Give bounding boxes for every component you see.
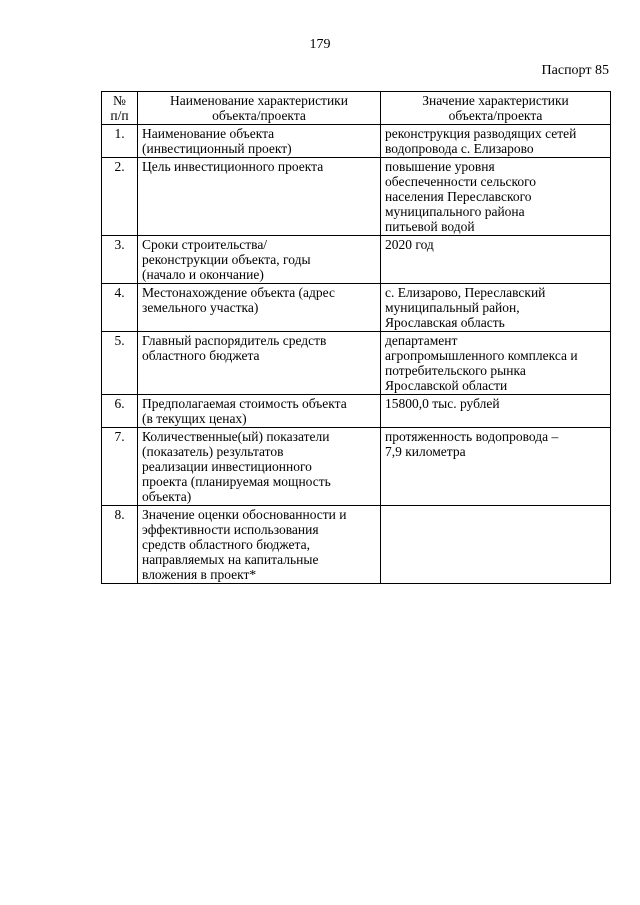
row-number: 7. (102, 428, 138, 506)
row-number: 2. (102, 158, 138, 236)
row-value: 15800,0 тыс. рублей (381, 395, 611, 428)
row-number: 5. (102, 332, 138, 395)
row-value: департамент агропромышленного комплекса и потребительского рынка Ярославской области (381, 332, 611, 395)
row-name: Местонахождение объекта (адрес земельного участка) (138, 284, 381, 332)
table-row (102, 158, 611, 236)
header-characteristic-name: Наименование характеристики объекта/проекта (138, 92, 381, 125)
header-characteristic-value: Значение характеристики объекта/проекта (381, 92, 611, 125)
passport-label: Паспорт 85 (541, 63, 609, 78)
table-row (102, 125, 611, 158)
table-row (102, 506, 611, 584)
passport-table (101, 91, 611, 584)
table-row (102, 428, 611, 506)
table-header-row (102, 92, 611, 125)
table-row (102, 284, 611, 332)
table-row (102, 395, 611, 428)
row-value: 2020 год (381, 236, 611, 284)
row-value: протяженность водопровода – 7,9 километра (381, 428, 611, 506)
page-number: 179 (309, 37, 331, 52)
row-value: с. Елизарово, Переславский муниципальный район, Ярославская область (381, 284, 611, 332)
row-name: Сроки строительства/ реконструкции объекта, годы (начало и окончание) (138, 236, 381, 284)
row-number: 4. (102, 284, 138, 332)
table-row (102, 332, 611, 395)
row-name: Цель инвестиционного проекта (138, 158, 381, 236)
header-number: № п/п (102, 92, 138, 125)
row-name: Предполагаемая стоимость объекта (в текущих ценах) (138, 395, 381, 428)
table-row (102, 236, 611, 284)
row-value (381, 506, 611, 584)
row-number: 8. (102, 506, 138, 584)
row-name: Главный распорядитель средств областного бюджета (138, 332, 381, 395)
row-number: 1. (102, 125, 138, 158)
row-number: 6. (102, 395, 138, 428)
row-name: Количественные(ый) показатели (показатель) результатов реализации инвестиционного проекта (планируемая мощность объекта) (138, 428, 381, 506)
row-name: Значение оценки обоснованности и эффективности использования средств областного бюджета, направляемых на капитальные вложения в проект* (138, 506, 381, 584)
row-name: Наименование объекта (инвестиционный проект) (138, 125, 381, 158)
row-value: реконструкция разводящих сетей водопровода с. Елизарово (381, 125, 611, 158)
row-value: повышение уровня обеспеченности сельского населения Переславского муниципального района питьевой водой (381, 158, 611, 236)
row-number: 3. (102, 236, 138, 284)
